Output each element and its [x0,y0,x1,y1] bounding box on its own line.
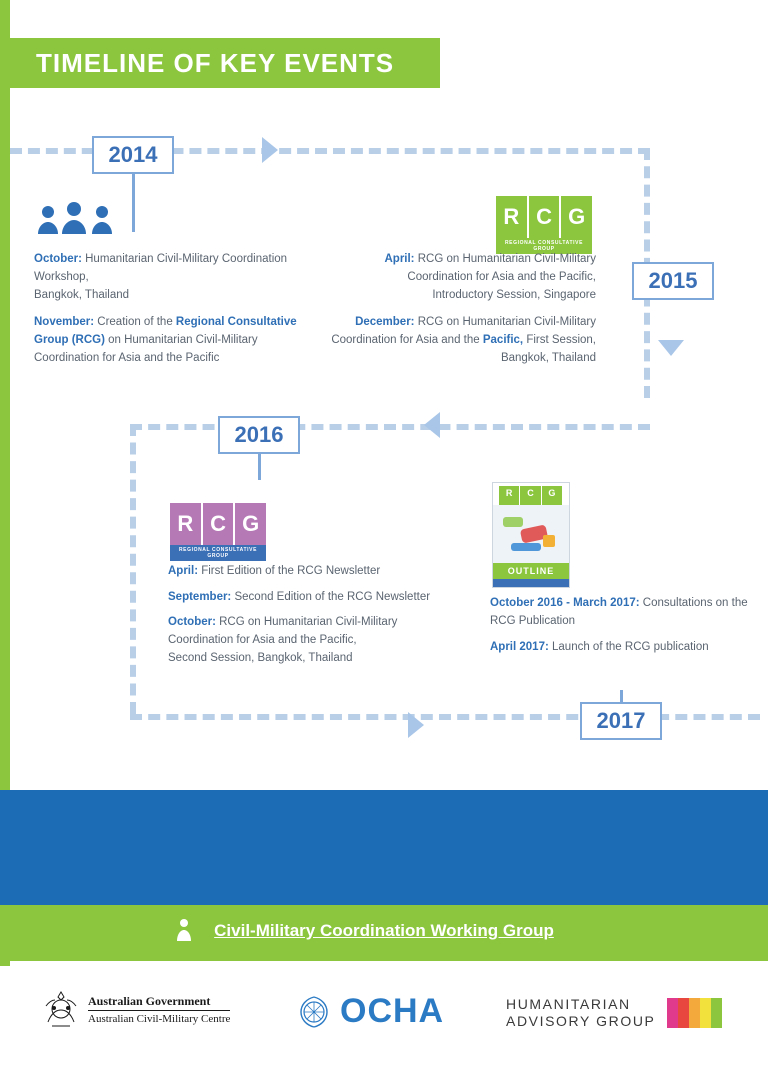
un-emblem-icon [296,994,332,1030]
entry-2014-november-text: Creation of the [94,316,176,328]
entry-2015-december-label: December: [355,316,415,328]
chevron-down-icon [658,340,684,356]
entry-2017-launch-text: Launch of the RCG publication [548,641,709,653]
rcg-letter-g: G [561,196,592,238]
year-2017: 2017 [580,702,662,740]
entry-2016-october-line2: Second Session, Bangkok, Thailand [168,652,353,664]
entry-2015-april-line2: Introductory Session, Singapore [432,289,596,301]
footer-title[interactable]: Civil-Military Coordination Working Group [214,921,554,940]
footer-title-wrap [0,921,768,941]
publication-header [493,483,569,505]
entry-2015-april-label: April: [384,253,415,265]
entry-2014-november-text2: on Humanitarian Civil-Military Coordination for Asia and the Pacific [34,334,258,364]
chevron-right-icon-2 [408,712,424,738]
rcg-subtitle-green: REGIONAL CONSULTATIVE GROUP [496,238,592,254]
year-2016-stem [258,450,261,480]
rcg-publication-thumbnail [492,482,570,588]
entry-2014-october [34,250,324,304]
entry-2015-december-text: RCG on Humanitarian Civil-Military Coordination for Asia and the [331,316,596,346]
rcg-purple-letter-g: G [235,503,266,545]
blue-band [0,790,768,905]
entry-2016-september-text: Second Edition of the RCG Newsletter [231,591,431,603]
entry-2016-september [168,588,488,606]
chevron-left-icon [424,412,440,438]
year-2014: 2014 [92,136,174,174]
australian-government-logo [40,988,230,1030]
timeline-track-left [130,424,136,714]
entry-2015-april-text: RCG on Humanitarian Civil-Military Coordination for Asia and the Pacific, [407,253,596,283]
ocha-logo [296,992,444,1031]
entry-2017-consultations-text: Consultations on the RCG Publication [490,597,748,627]
rcg-subtitle-purple: REGIONAL CONSULTATIVE GROUP [170,545,266,561]
page-title: TIMELINE OF KEY EVENTS [36,48,395,78]
rcg-logo-purple [170,503,266,561]
rcg-logo-green [496,196,592,254]
entry-2015-december [330,313,596,367]
hag-color-bars [667,998,722,1028]
timeline-track-middle [130,424,650,430]
people-icon [34,200,116,241]
rcg-letter-r: R [496,196,529,238]
rcg-purple-letter-c: C [203,503,236,545]
year-2015: 2015 [632,262,714,300]
rcg-letter-c: C [529,196,562,238]
entry-2016-april [168,562,468,580]
hag-line2: ADVISORY GROUP [506,1013,656,1029]
entry-2016-april-label: April: [168,565,199,577]
publication-band-label: OUTLINE [493,563,569,579]
entry-2014-october-text: Humanitarian Civil-Military Coordination Workshop, [34,253,288,283]
publication-letter-g: G [542,486,563,505]
entry-2014-november [34,313,326,367]
timeline-track-bottom [130,714,760,720]
entry-2014-november-bold2: Regional Consultative Group (RCG) [34,316,297,346]
entry-2014-october-label: October: [34,253,82,265]
publication-map-image [493,505,569,563]
entry-2017-launch [490,638,750,656]
hag-line1: HUMANITARIAN [506,996,631,1012]
entry-2015-december-text2: First Session, Bangkok, Thailand [500,334,596,364]
ocha-wordmark: OCHA [340,992,445,1030]
humanitarian-advisory-group-logo [506,996,722,1030]
entry-2017-launch-label: April 2017: [490,641,549,653]
year-2014-stem [132,170,135,232]
entry-2014-october-line2: Bangkok, Thailand [34,289,130,301]
entry-2016-april-text: First Edition of the RCG Newsletter [198,565,381,577]
entry-2016-october-label: October: [168,616,216,628]
australian-government-line1: Australian Government [88,994,230,1011]
australian-government-line2: Australian Civil-Military Centre [88,1012,231,1025]
chevron-right-icon [262,137,278,163]
entry-2015-april [330,250,596,304]
entry-2017-consultations-label: October 2016 - March 2017: [490,597,640,609]
year-2016: 2016 [218,416,300,454]
commonwealth-crest-icon [40,988,82,1030]
entry-2017-consultations [490,594,750,630]
publication-footer [493,579,569,588]
entry-2016-september-label: September: [168,591,232,603]
rcg-purple-letter-r: R [170,503,203,545]
publication-letter-r: R [499,486,520,505]
entry-2016-october [168,613,448,667]
entry-2016-october-text: RCG on Humanitarian Civil-Military Coordination for Asia and the Pacific, [168,616,398,646]
entry-2015-december-bold2: Pacific, [482,334,524,346]
publication-letter-c: C [520,486,541,505]
entry-2014-november-label: November: [34,316,95,328]
